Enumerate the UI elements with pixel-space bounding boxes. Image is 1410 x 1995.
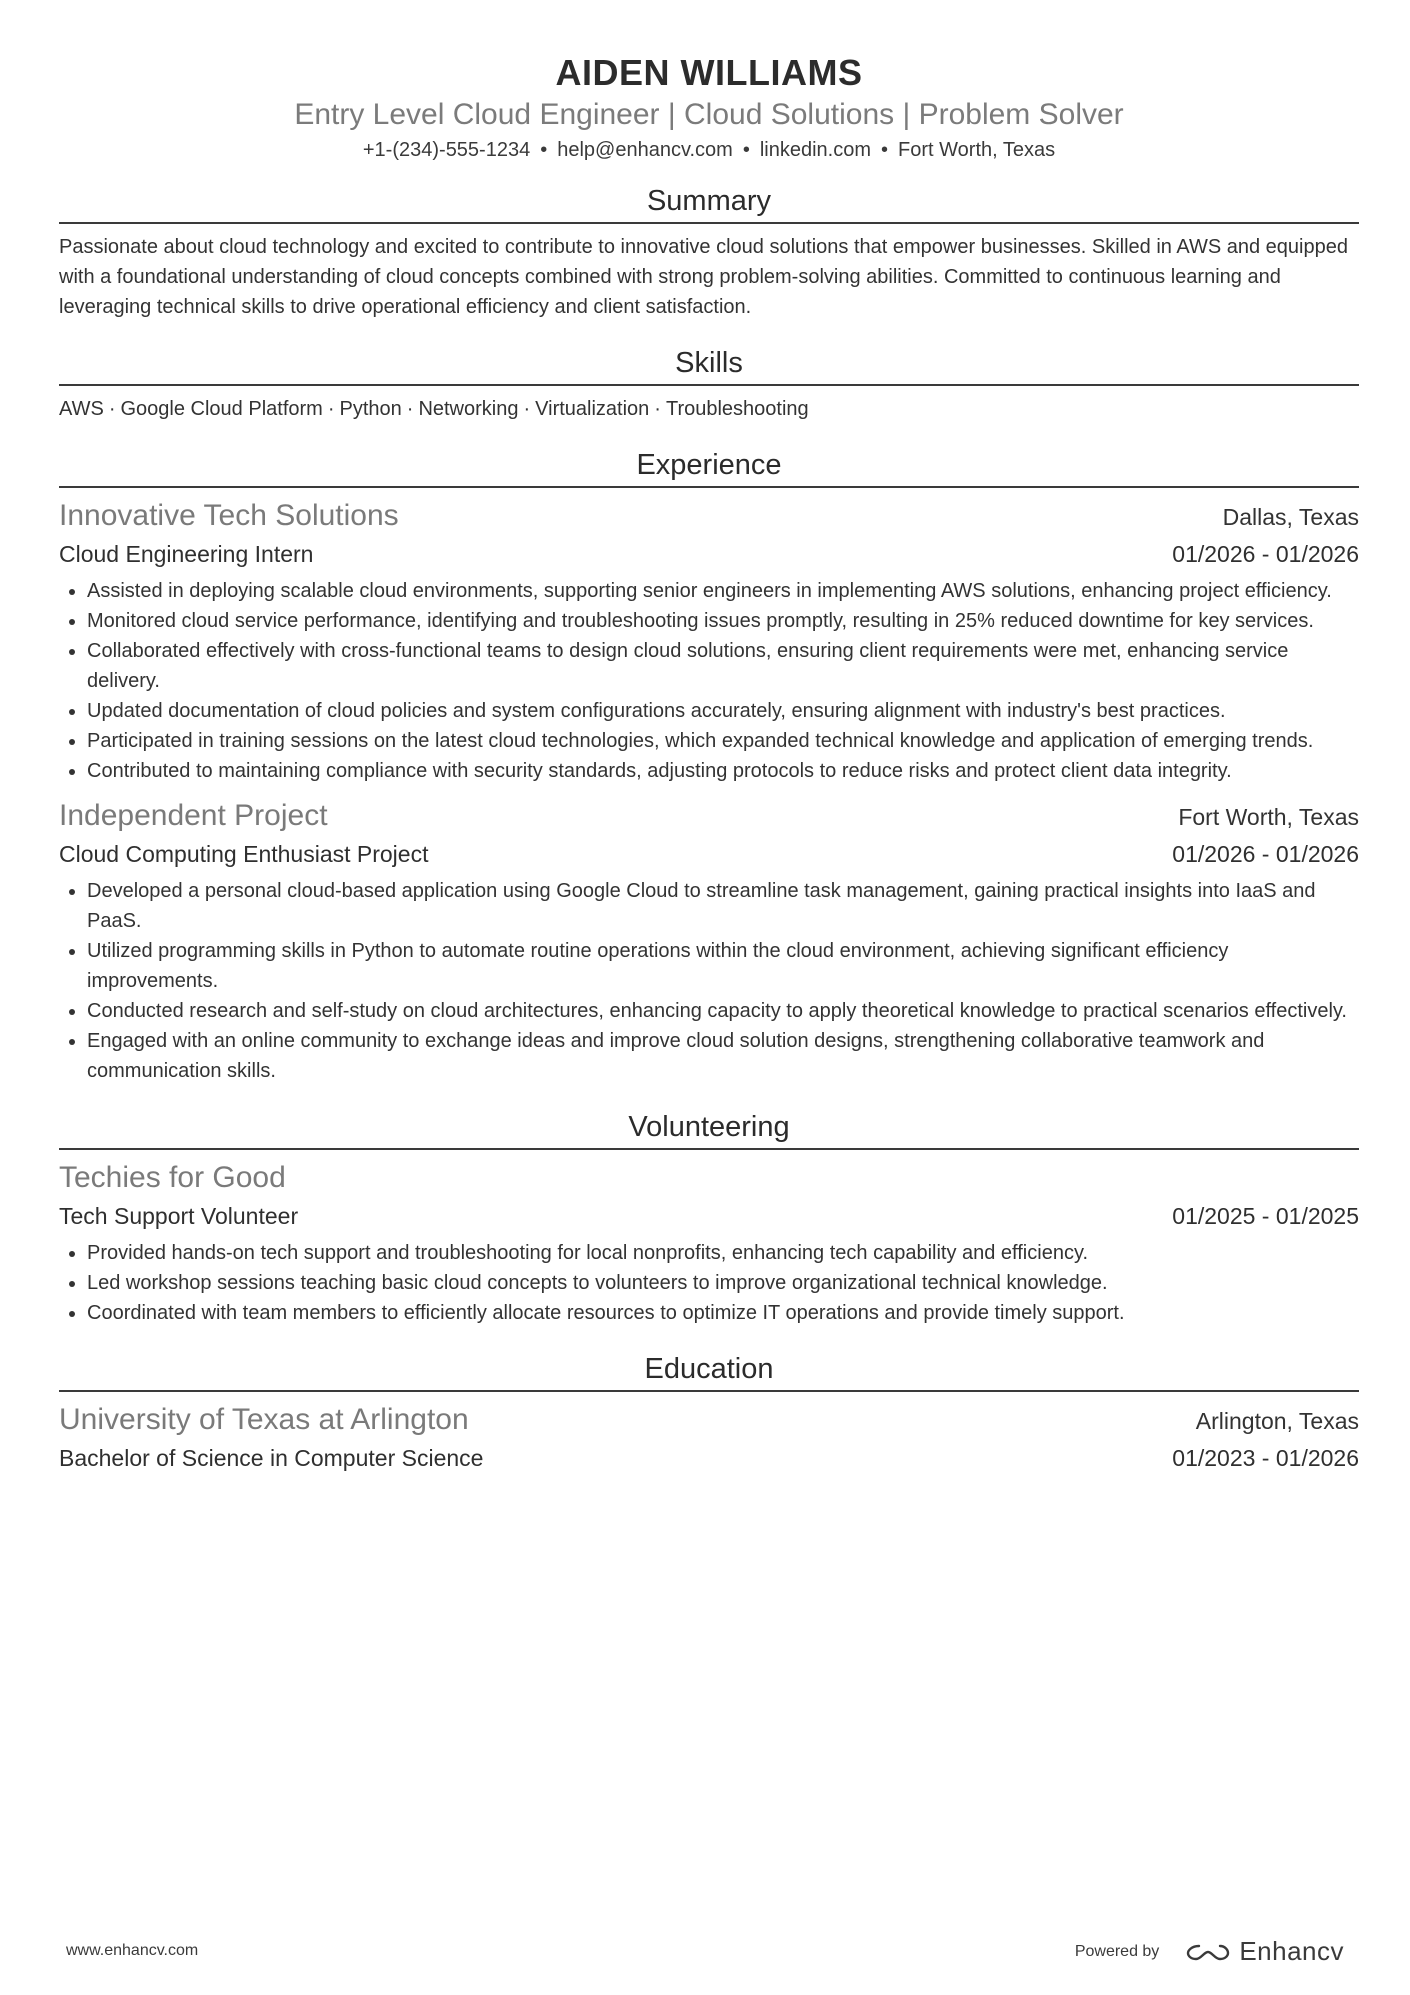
bullet-item: • Coordinated with team members to efficiently allocate resources to optimize IT operations and provide timely support.: [87, 1298, 1359, 1328]
skill-item: Python: [339, 398, 402, 420]
bullet-item: • Contributed to maintaining compliance with security standards, adjusting protocols to reduce risks and protect client data integrity.: [87, 756, 1359, 786]
company-name: Innovative Tech Solutions: [59, 499, 399, 532]
contact-separator: •: [881, 139, 889, 161]
volunteer-role: Tech Support Volunteer: [59, 1203, 299, 1229]
skill-item: Troubleshooting: [665, 398, 809, 420]
contact-separator: •: [742, 139, 750, 161]
candidate-tagline: Entry Level Cloud Engineer | Cloud Solutions | Problem Solver: [294, 98, 1124, 131]
bullet-item: • Developed a personal cloud-based application using Google Cloud to streamline task management, gaining practical insights into IaaS and PaaS.: [87, 876, 1359, 936]
entry-location: Fort Worth, Texas: [1178, 804, 1359, 830]
skill-item: Networking: [418, 398, 519, 420]
bullet-item: • Updated documentation of cloud policies and system configurations accurately, ensuring alignment with industry's best practices.: [87, 696, 1359, 726]
entry-bullets: [59, 576, 1359, 786]
skill-item: Virtualization: [535, 398, 650, 420]
volunteering-entry: [59, 1158, 1359, 1328]
enhancv-logo-icon: [1185, 1940, 1231, 1964]
entry-role-row: [59, 1198, 1359, 1234]
bullet-item: • Utilized programming skills in Python to automate routine operations within the cloud environment, achieving significant efficiency improvements.: [87, 936, 1359, 996]
footer-website-link[interactable]: www.enhancv.com: [66, 1942, 199, 1959]
entry-location: Dallas, Texas: [1222, 504, 1359, 530]
skill-separator: ·: [523, 398, 531, 420]
candidate-name: AIDEN WILLIAMS: [555, 52, 863, 93]
resume-header: [59, 0, 1359, 164]
experience-entry: [59, 496, 1359, 786]
skills-section: [59, 344, 1359, 424]
entry-location: Arlington, Texas: [1195, 1408, 1359, 1434]
resume-page: [59, 0, 1359, 1476]
summary-text: Passionate about cloud technology and excited to contribute to innovative cloud solutions that empower businesses. Skilled in AWS and equipped with a foundational understanding of cloud concepts combined with strong problem-solving abilities. Committed to continuous learning and leveraging technical skills to drive operational efficiency and client satisfaction.: [59, 236, 1348, 318]
section-title-skills: Skills: [59, 344, 1359, 386]
phone-number: +1-(234)-555-1234: [362, 139, 531, 161]
bullet-item: • Participated in training sessions on the latest cloud technologies, which expanded technical knowledge and application of emerging trends.: [87, 726, 1359, 756]
linkedin-link[interactable]: linkedin.com: [759, 139, 872, 161]
entry-dates: 01/2025 - 01/2025: [1172, 1203, 1359, 1229]
email-link[interactable]: help@enhancv.com: [557, 139, 733, 161]
page-footer: [66, 1936, 1344, 1968]
job-title: Cloud Computing Enthusiast Project: [59, 841, 429, 867]
experience-section: [59, 446, 1359, 1086]
entry-header-row: [59, 796, 1359, 836]
entry-header-row: [59, 1400, 1359, 1440]
skill-separator: ·: [108, 398, 116, 420]
bullet-item: • Collaborated effectively with cross-functional teams to design cloud solutions, ensuring client requirements were met, enhancing service delivery.: [87, 636, 1359, 696]
entry-dates: 01/2026 - 01/2026: [1172, 841, 1359, 867]
education-entry: [59, 1400, 1359, 1476]
skill-separator: ·: [327, 398, 335, 420]
bullet-item: • Engaged with an online community to exchange ideas and improve cloud solution designs, strengthening collaborative teamwork and communication skills.: [87, 1026, 1359, 1086]
powered-by-badge[interactable]: [1075, 1936, 1344, 1967]
contact-location: Fort Worth, Texas: [898, 139, 1056, 161]
skill-separator: ·: [406, 398, 414, 420]
enhancv-brand-name: Enhancv: [1239, 1936, 1344, 1966]
bullet-item: • Monitored cloud service performance, identifying and troubleshooting issues promptly, resulting in 25% reduced downtime for key services.: [87, 606, 1359, 636]
bullet-item: • Provided hands-on tech support and troubleshooting for local nonprofits, enhancing tech capability and efficiency.: [87, 1238, 1359, 1268]
section-title-summary: Summary: [59, 182, 1359, 224]
section-title-experience: Experience: [59, 446, 1359, 488]
section-title-volunteering: Volunteering: [59, 1108, 1359, 1150]
section-title-education: Education: [59, 1350, 1359, 1392]
skill-separator: ·: [654, 398, 661, 420]
entry-header-row: [59, 1158, 1359, 1198]
organization-name: Techies for Good: [59, 1161, 286, 1194]
experience-entry: [59, 796, 1359, 1086]
entry-role-row: [59, 1440, 1359, 1476]
summary-section: [59, 182, 1359, 322]
contact-separator: •: [540, 139, 548, 161]
bullet-item: • Led workshop sessions teaching basic cloud concepts to volunteers to improve organizational technical knowledge.: [87, 1268, 1359, 1298]
skills-list: [59, 394, 1359, 424]
entry-header-row: [59, 496, 1359, 536]
school-name: University of Texas at Arlington: [59, 1403, 469, 1436]
volunteering-section: [59, 1108, 1359, 1328]
entry-role-row: [59, 536, 1359, 572]
skill-item: Google Cloud Platform: [120, 398, 323, 420]
entry-dates: 01/2023 - 01/2026: [1172, 1445, 1359, 1471]
entry-bullets: [59, 876, 1359, 1086]
bullet-item: • Conducted research and self-study on cloud architectures, enhancing capacity to apply theoretical knowledge to practical scenarios effectively.: [87, 996, 1359, 1026]
skill-item: AWS: [59, 398, 104, 420]
entry-bullets: [59, 1238, 1359, 1328]
bullet-item: • Assisted in deploying scalable cloud environments, supporting senior engineers in implementing AWS solutions, enhancing project efficiency.: [87, 576, 1359, 606]
contact-line: [59, 136, 1359, 164]
job-title: Cloud Engineering Intern: [59, 541, 314, 567]
degree-name: Bachelor of Science in Computer Science: [59, 1445, 484, 1471]
education-section: [59, 1350, 1359, 1476]
company-name: Independent Project: [59, 799, 328, 832]
entry-role-row: [59, 836, 1359, 872]
powered-by-label: Powered by: [1074, 1942, 1160, 1960]
entry-dates: 01/2026 - 01/2026: [1172, 541, 1359, 567]
